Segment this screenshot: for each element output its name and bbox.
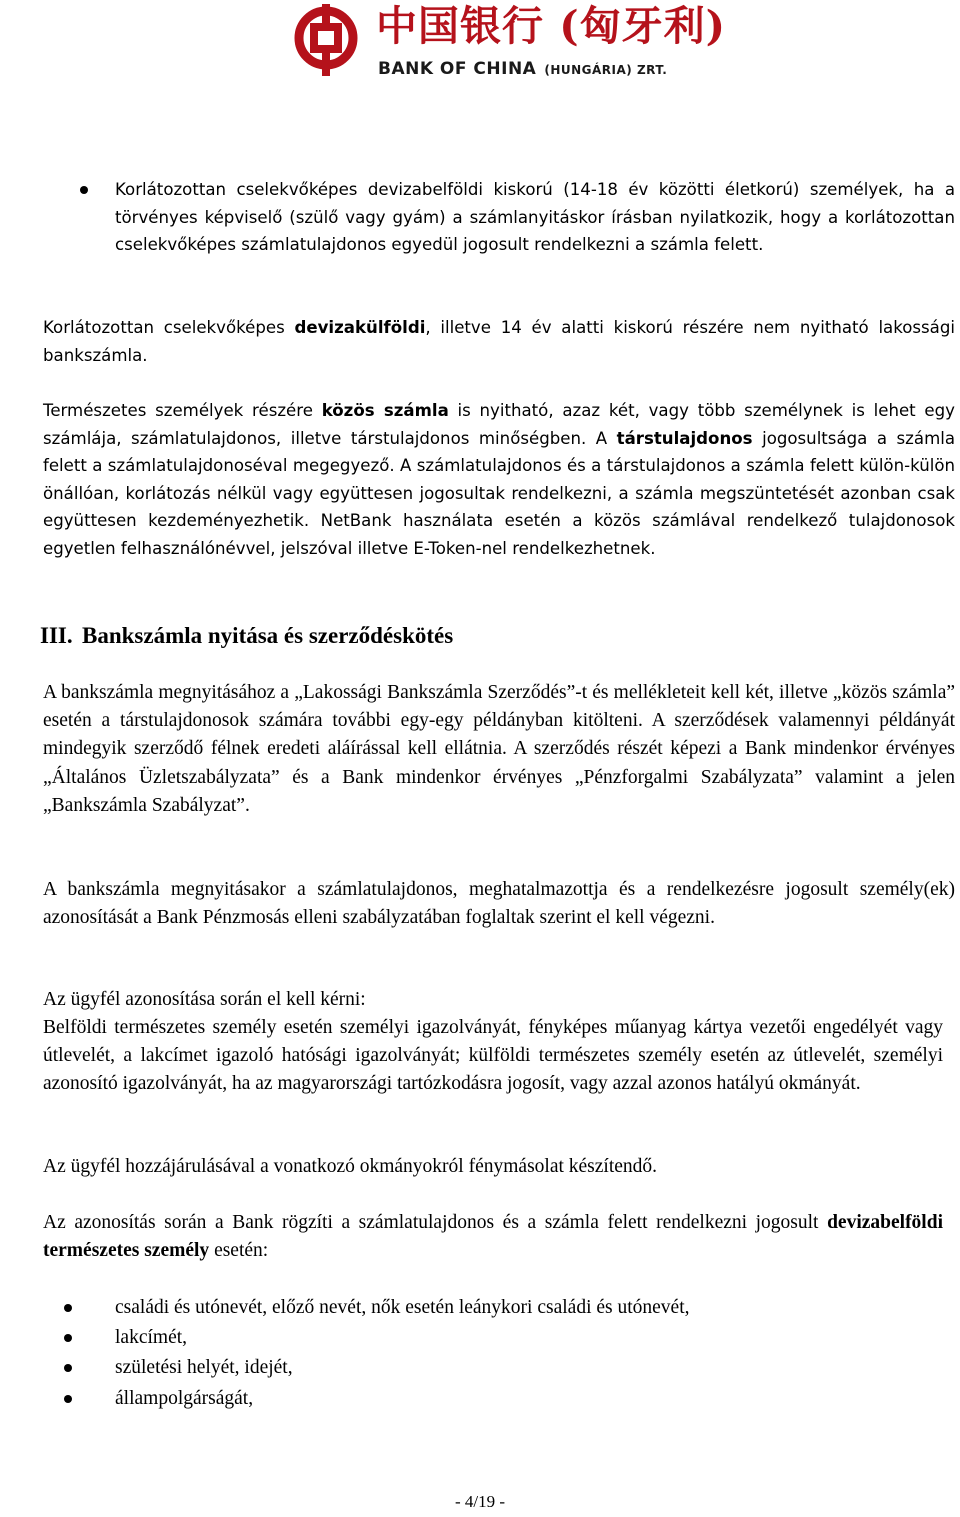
list-item: születési helyét, idejét, <box>115 1357 293 1378</box>
paragraph-minor <box>43 314 955 369</box>
record-bold: devizabelföldi természetes személy <box>43 1212 943 1262</box>
logo-bank-name: BANK OF CHINA <box>378 59 537 79</box>
logo-chinese-text: 中国银行 (匈牙利) <box>376 2 727 50</box>
logo-english-text <box>378 58 667 81</box>
section-title: Bankszámla nyitása és szerződéskötés <box>82 623 454 648</box>
section-number: III. <box>40 623 73 648</box>
paragraph-identification: A bankszámla megnyitásakor a számlatulajdonos, meghatalmazottja és a rendelkezésre jogosult személy(ek) azonosítását a Bank Pénzmosás elleni szabályzatában foglaltak szerint el kell végezni. <box>43 879 955 929</box>
bank-of-china-logo-icon <box>294 4 358 76</box>
logo-subsidiary: (HUNGÁRIA) ZRT. <box>544 63 668 77</box>
paragraph-client-title: Az ügyfél azonosítása során el kell kérni: <box>43 989 366 1010</box>
paragraph-photocopy: Az ügyfél hozzájárulásával a vonatkozó okmányokról fénymásolat készítendő. <box>43 1156 658 1177</box>
list-item: lakcímét, <box>115 1327 188 1348</box>
bullet-icon <box>80 186 88 194</box>
paragraph-minor-bold: devizakülföldi <box>294 318 426 337</box>
bullet-icon <box>64 1395 72 1403</box>
joint-bold-1: közös számla <box>321 401 449 420</box>
paragraph-minor-after: , illetve 14 év alatti kiskorú részére nem nyitható lakossági bankszámla. <box>43 318 955 365</box>
bullet-icon <box>64 1334 72 1342</box>
bullet-icon <box>64 1364 72 1372</box>
header <box>0 0 960 90</box>
paragraph-minor-before: Korlátozottan cselekvőképes <box>43 318 295 337</box>
page-number: - 4/19 - <box>454 1492 506 1511</box>
bullet-paragraph: Korlátozottan cselekvőképes devizabelföldi kiskorú (14-18 év közötti életkorú) személyek, ha a törvényes képviselő (szülő vagy gyám) a számlanyitáskor írásban nyilatkozik, hogy a korlátozottan cselekvőképes számlatulajdonos egyedül jogosult rendelkezni a számla felett. <box>115 180 955 255</box>
joint-text-2: is nyitható, azaz két, vagy több személynek is lehet egy számlája, számlatulajdonos, illetve társtulajdonos minőségben. A <box>43 401 955 448</box>
paragraph-joint-account <box>43 397 955 563</box>
record-after: esetén: <box>209 1240 269 1262</box>
paragraph-client-body: Belföldi természetes személy esetén személyi igazolványát, fényképes műanyag kártya vezetői engedélyét vagy útlevelét, a lakcímet igazoló hatósági igazolványát; külföldi természetes személy esetén az útlevelét, személyi azonosító igazolványát, ha az magyarországi tartózkodásra jogosít, vagy azzal azonos hatályú okmányát. <box>43 1017 943 1095</box>
joint-text-3: jogosultsága a számla felett a számlatulajdonoséval megegyező. A számlatulajdonos és a társtulajdonos a számla felett külön-külön önállóan, korlátozás nélkül vagy együttesen jogosultak rendelkezni, a számla megszüntetését azonban csak együttesen kezdeményezhetik. NetBank használata esetén a közös számlával rendelkező tulajdonosok egyetlen felhasználónévvel, jelszóval illetve E-Token-nel rendelkezhetnek. <box>43 428 956 558</box>
paragraph-record <box>43 1209 943 1265</box>
list-item: családi és utónevét, előző nevét, nők esetén leánykori családi és utónevét, <box>115 1297 690 1318</box>
record-before: Az azonosítás során a Bank rögzíti a számlatulajdonos és a számla felett rendelkezni jogosult <box>43 1212 828 1233</box>
list-item: állampolgárságát, <box>115 1388 254 1409</box>
bullet-icon <box>64 1304 72 1312</box>
section-heading <box>40 620 453 652</box>
paragraph-account-opening: A bankszámla megnyitásához a „Lakossági Bankszámla Szerződés”-t és mellékleteit kell két, illetve „közös számla” esetén a társtulajdonosok számára további egy-egy példányban kitölteni. A szerződések valamennyi példányát mindegyik szerződő félnek eredeti aláírással kell ellátnia. A szerződés részét képezi a Bank mindenkor érvényes „Általános Üzletszabályzata” és a Bank mindenkor érvényes „Pénzforgalmi Szabályzata” valamint a jelen „Bankszámla Szabályzat”. <box>43 682 955 816</box>
joint-bold-2: társtulajdonos <box>616 428 753 448</box>
joint-text-1: Természetes személyek részére <box>43 401 322 420</box>
